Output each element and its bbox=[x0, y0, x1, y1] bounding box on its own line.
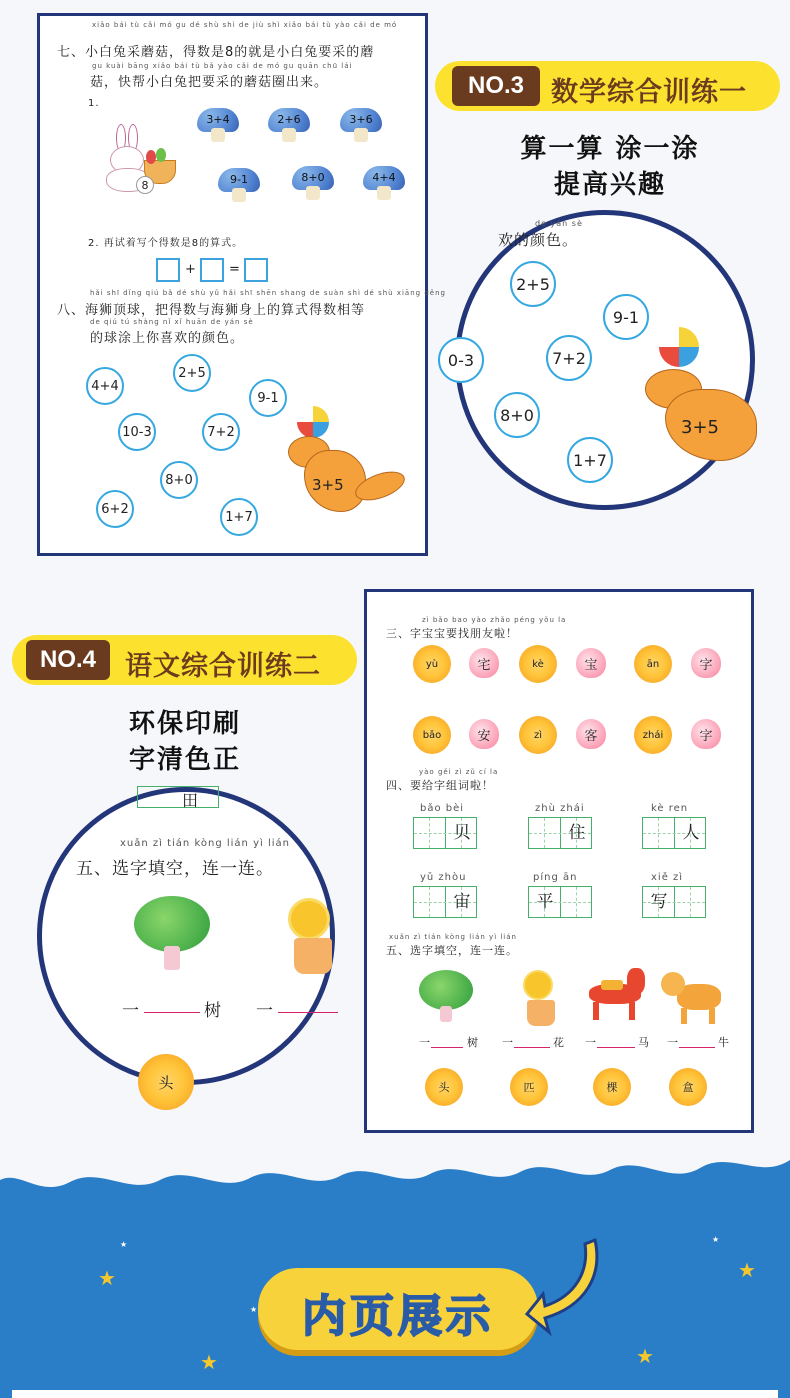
pinyin-flower[interactable]: zhái bbox=[634, 716, 672, 754]
word-grid[interactable] bbox=[413, 817, 477, 849]
mag-sealion-label: 3+5 bbox=[681, 417, 719, 438]
star-icon: ★ bbox=[120, 1240, 128, 1249]
char-peach[interactable]: 字 bbox=[691, 648, 721, 678]
q8-line-1: 八、海狮顶球，把得数与海狮身上的算式得数相等 bbox=[57, 303, 366, 318]
word-grid[interactable] bbox=[642, 817, 706, 849]
footer-bottom-strip bbox=[12, 1390, 778, 1398]
word-grid[interactable] bbox=[413, 886, 477, 918]
word-char: 宙 bbox=[453, 892, 471, 912]
star-icon: ★ bbox=[636, 1344, 654, 1368]
word-pinyin: yǔ zhòu bbox=[420, 872, 467, 883]
plus-sign: + bbox=[185, 262, 197, 277]
char-peach[interactable]: 字 bbox=[691, 719, 721, 749]
badge-no4: NO.4 bbox=[26, 640, 110, 680]
char-peach[interactable]: 宝 bbox=[576, 648, 606, 678]
worksheet-page-math bbox=[37, 13, 446, 556]
word-pinyin: xiě zì bbox=[651, 872, 684, 883]
magnifier-math bbox=[447, 210, 755, 510]
mushroom-label: 8+0 bbox=[301, 171, 325, 184]
choice-flower[interactable]: 头 bbox=[425, 1068, 463, 1106]
subtitle-chinese-2: 字清色正 bbox=[128, 745, 241, 775]
answer-box-3[interactable] bbox=[244, 258, 268, 282]
mag-ball[interactable]: 0-3 bbox=[438, 337, 484, 383]
magnifier-chinese bbox=[37, 787, 335, 1092]
mag-sealion bbox=[645, 327, 765, 467]
banner-title-math: 数学综合训练一 bbox=[551, 77, 747, 108]
math-ball[interactable]: 6+2 bbox=[96, 490, 134, 528]
mushroom[interactable] bbox=[197, 108, 239, 142]
banner-title-chinese: 语文综合训练二 bbox=[125, 651, 321, 682]
rabbit-illustration bbox=[100, 124, 180, 194]
q7-pinyin-2: gu kuài bāng xiǎo bái tù bǎ yào cǎi de mó gu quān chū lái bbox=[92, 62, 353, 70]
q7-sub-1: 1. bbox=[88, 98, 100, 109]
math-ball[interactable]: 2+5 bbox=[173, 354, 211, 392]
fill-blank[interactable] bbox=[514, 1047, 550, 1048]
pinyin-flower[interactable]: zì bbox=[519, 716, 557, 754]
choice-flower[interactable]: 匹 bbox=[510, 1068, 548, 1106]
s4-heading: 四、要给字组词啦！ bbox=[386, 779, 494, 792]
mag2-blank-pre-1: 一 bbox=[122, 1001, 140, 1021]
tree-icon bbox=[419, 970, 473, 1022]
mushroom-label: 2+6 bbox=[277, 113, 301, 126]
word-pinyin: zhù zhái bbox=[535, 803, 585, 814]
q7-sub-2: 2. 再试着写个得数是8的算式。 bbox=[88, 238, 244, 249]
mushroom-label: 9-1 bbox=[230, 173, 248, 186]
mag2-pinyin: xuǎn zì tián kòng lián yì lián bbox=[120, 838, 290, 849]
word-grid[interactable] bbox=[528, 817, 592, 849]
word-grid[interactable] bbox=[642, 886, 706, 918]
q7-line-2: 菇，快帮小白兔把要采的蘑菇圈出来。 bbox=[90, 75, 329, 90]
cow-icon bbox=[661, 968, 725, 1026]
equals-sign: = bbox=[229, 262, 241, 277]
fill-post: 花 bbox=[553, 1036, 565, 1049]
word-pinyin: píng ān bbox=[533, 872, 578, 883]
mag2-blank-line-2[interactable] bbox=[278, 1012, 338, 1013]
star-icon: ★ bbox=[712, 1235, 720, 1244]
footer-title: 内页展示 bbox=[302, 1291, 494, 1342]
mag-ball[interactable]: 1+7 bbox=[567, 437, 613, 483]
q7-line-1: 七、小白兔采蘑菇，得数是8的就是小白兔要采的蘑 bbox=[57, 45, 375, 60]
mag1-header-pinyin: de yán sè bbox=[535, 219, 583, 228]
fill-pre: 一 bbox=[585, 1036, 597, 1049]
pinyin-flower[interactable]: yù bbox=[413, 645, 451, 683]
q8-line-2: 的球涂上你喜欢的颜色。 bbox=[90, 331, 245, 346]
math-ball[interactable]: 7+2 bbox=[202, 413, 240, 451]
mushroom[interactable] bbox=[363, 166, 405, 200]
mushroom[interactable] bbox=[268, 108, 310, 142]
pinyin-flower[interactable]: kè bbox=[519, 645, 557, 683]
mag-ball[interactable]: 2+5 bbox=[510, 261, 556, 307]
star-icon: ★ bbox=[250, 1305, 258, 1314]
char-peach[interactable]: 宅 bbox=[469, 648, 499, 678]
rabbit-number-badge: 8 bbox=[136, 176, 154, 194]
mushroom[interactable] bbox=[218, 168, 260, 202]
word-grid[interactable] bbox=[528, 886, 592, 918]
mag2-top-grid bbox=[137, 786, 219, 808]
math-ball[interactable]: 10-3 bbox=[118, 413, 156, 451]
mushroom[interactable] bbox=[340, 108, 382, 142]
worksheet-page-chinese bbox=[364, 589, 754, 1133]
char-peach[interactable]: 安 bbox=[469, 719, 499, 749]
s5-heading: 五、选字填空，连一连。 bbox=[386, 944, 518, 957]
sealion-illustration bbox=[282, 406, 407, 526]
mag-ball[interactable]: 7+2 bbox=[546, 335, 592, 381]
word-char: 写 bbox=[650, 892, 668, 912]
fill-blank[interactable] bbox=[679, 1047, 715, 1048]
q8-pinyin-2: de qiú tú shàng nǐ xǐ huān de yán sè bbox=[90, 318, 254, 326]
fill-pre: 一 bbox=[419, 1036, 431, 1049]
mag2-heading: 五、选字填空，连一连。 bbox=[76, 859, 274, 879]
star-icon: ★ bbox=[98, 1266, 116, 1290]
mushroom-label: 3+6 bbox=[349, 113, 373, 126]
fill-blank[interactable] bbox=[431, 1047, 463, 1048]
s4-pinyin: yào gěi zì zǔ cí la bbox=[419, 768, 499, 776]
word-char: 住 bbox=[568, 823, 586, 843]
math-ball[interactable]: 8+0 bbox=[160, 461, 198, 499]
math-ball[interactable]: 1+7 bbox=[220, 498, 258, 536]
pinyin-flower[interactable]: ān bbox=[634, 645, 672, 683]
mushroom-label: 4+4 bbox=[372, 171, 396, 184]
mag2-blank-line-1[interactable] bbox=[144, 1012, 200, 1013]
footer-background bbox=[0, 1140, 790, 1398]
word-char: 人 bbox=[682, 823, 700, 843]
mag1-header: 欢的颜色。 bbox=[498, 231, 579, 249]
mag2-flower-choice[interactable]: 头 bbox=[138, 1054, 194, 1110]
star-icon: ★ bbox=[738, 1258, 756, 1282]
fill-post: 树 bbox=[467, 1036, 479, 1049]
mushroom[interactable] bbox=[292, 166, 334, 200]
choice-flower[interactable]: 棵 bbox=[593, 1068, 631, 1106]
s3-pinyin: zì bǎo bao yào zhǎo péng yǒu la bbox=[422, 616, 567, 624]
fill-post: 马 bbox=[638, 1036, 650, 1049]
word-pinyin: bǎo bèi bbox=[420, 803, 465, 814]
fill-post: 牛 bbox=[718, 1036, 730, 1049]
s3-heading: 三、字宝宝要找朋友啦！ bbox=[386, 627, 518, 640]
answer-box-2[interactable] bbox=[200, 258, 224, 282]
fill-blank[interactable] bbox=[597, 1047, 635, 1048]
sunflower-icon bbox=[517, 970, 561, 1026]
mag2-word-1: 树 bbox=[204, 1001, 222, 1021]
word-char: 贝 bbox=[453, 823, 471, 843]
badge-no3: NO.3 bbox=[452, 66, 540, 106]
fill-pre: 一 bbox=[667, 1036, 679, 1049]
sealion-label: 3+5 bbox=[312, 476, 344, 494]
mag2-blank-pre-2: 一 bbox=[256, 1001, 274, 1021]
sunflower-icon bbox=[282, 898, 342, 978]
choice-flower[interactable]: 盒 bbox=[669, 1068, 707, 1106]
s5-pinyin: xuǎn zì tián kòng lián yì lián bbox=[389, 933, 517, 941]
mag-ball[interactable]: 9-1 bbox=[603, 294, 649, 340]
fill-pre: 一 bbox=[502, 1036, 514, 1049]
cloud-edge bbox=[0, 1140, 790, 1210]
word-pinyin: kè ren bbox=[651, 803, 689, 814]
math-ball[interactable]: 4+4 bbox=[86, 367, 124, 405]
answer-box-1[interactable] bbox=[156, 258, 180, 282]
arrow-icon bbox=[525, 1236, 605, 1336]
star-icon: ★ bbox=[200, 1350, 218, 1374]
mushroom-label: 3+4 bbox=[206, 113, 230, 126]
tree-icon bbox=[134, 896, 210, 972]
char-peach[interactable]: 客 bbox=[576, 719, 606, 749]
q8-pinyin-1: hǎi shī dǐng qiú bǎ dé shù yǔ hǎi shī shēn shang de suàn shì dé shù xiāng děng bbox=[90, 289, 446, 297]
pinyin-flower[interactable]: bǎo bbox=[413, 716, 451, 754]
q7-pinyin-1: xiǎo bái tù cǎi mó gu dé shù shì de jiù shì xiǎo bái tù yào cǎi de mó bbox=[92, 21, 398, 29]
subtitle-math-2: 提高兴趣 bbox=[553, 170, 666, 200]
math-ball[interactable]: 9-1 bbox=[249, 379, 287, 417]
subtitle-chinese-1: 环保印刷 bbox=[128, 709, 241, 739]
mag-ball[interactable]: 8+0 bbox=[494, 392, 540, 438]
mag2-top-char: 田 bbox=[182, 791, 200, 810]
word-char: 平 bbox=[536, 892, 554, 912]
subtitle-math-1: 算一算 涂一涂 bbox=[520, 134, 700, 164]
horse-icon bbox=[579, 968, 655, 1022]
